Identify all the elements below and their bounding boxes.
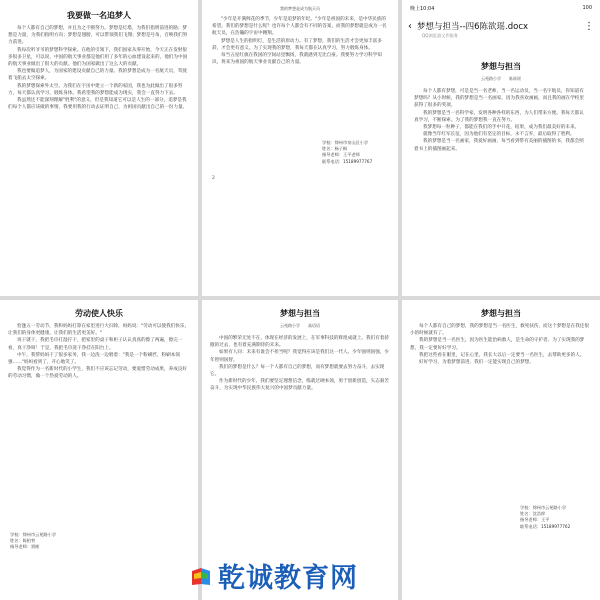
- paragraph: 我每次听爷爷的梦想科学探索。在他的引领下，我们国家从零开始，今天正在发射很多很多卫星，可以说，中国的航天事业都是他们用了多年的心血建设起来的，他们为中国的航天事业做出了很大的贡献。他们为国家做出了这么大的贡献。: [8, 47, 188, 68]
- school-line: 学校：徐州市云苑路小学: [520, 505, 567, 510]
- paragraph: 就像当年红军长征，因为他们有坚定的目标，永不言弃，最后取得了胜利。: [423, 132, 575, 138]
- paragraph: 每个人都有梦想，可是是当一名老师，当一名运动员，当一名宇航员，你知道有梦想吗？从小时候，我的梦想是当一名画家，因为我喜欢画画，而且我的画在学校里获得了很多的奖项。: [414, 89, 584, 109]
- mobile-doc-viewer: [402, 0, 600, 296]
- paragraph: 我把这些看在眼里，记在心里，我长大以后一定要当一名医生，去帮助更多的人。: [419, 352, 585, 358]
- page-title: 劳动使人快乐: [75, 309, 123, 318]
- status-bar: [402, 0, 600, 16]
- paragraph: 如果有人问：未来有谁会不担当呢？我觉得应该是我们这一代人。少年强则国强，少年智则国智。: [210, 350, 389, 363]
- document-body: [402, 39, 600, 153]
- signature-block: [322, 140, 372, 165]
- teacher-line: 指导老师：王平: [520, 517, 550, 523]
- document-page-1: [0, 0, 198, 296]
- paragraph: 中午，我帮妈妈干了很多家务，我一边洗一边唱着："我是一个粉刷匠，粉刷本领强……"妈妈看到了，开心地笑了。: [8, 352, 180, 366]
- page-header: 我的梦想是成为航天员: [280, 6, 320, 11]
- paragraph: 我觉得作为一名新时代的小学生，我们不应该忘记劳动，要爱惜劳动成果，养成良好的劳动习惯，做一个热爱劳动的人。: [8, 367, 187, 380]
- signature-block: [520, 505, 570, 530]
- paragraph: 我的梦想是当一名医生，因为医生能治病救人，是生命的守护者。为了实现我的梦想，我一定要好好学习。: [410, 338, 585, 351]
- paragraph: 我的梦想探索外太空。为我们在宇宙中建立一个新的家园，我也为此做出了很多努力，每天都认真学习，锻炼身体。我希望我的梦想能成为现实，我会一直努力下去。: [8, 83, 183, 96]
- paragraph: 好好学习，为着梦想前进，我们一定能实现自己的梦想。: [419, 360, 534, 366]
- paragraph: 中国的繁荣无处不在，体现在经济的发展上，在军事科技的辉煌成就上。我们有着骄傲的过去，也有着充满期待的未来。: [210, 336, 389, 349]
- paragraph: 我们的梦想是什么？每一个人都有自己的梦想，而有梦想就要去努力奋斗，去实现它。: [210, 364, 385, 378]
- document-title: 梦想与担当--四6陈欲瑶.docx: [417, 22, 529, 32]
- teacher-line: 指导老师：王平老师: [322, 152, 360, 158]
- paragraph: 说干就干，我把毛巾打湿拧干，把家里的桌子和柜子认认真真的擦了两遍，擦完一看，真干净呀！于是，我把毛巾洗干净挂在阳台上。: [8, 338, 183, 351]
- paragraph: 作为新时代的少年，我们要坚定理想信念，练就过硬本领，勇于创新创造，矢志艰苦奋斗，为实现中华民族伟大复兴的中国梦贡献力量。: [210, 379, 389, 392]
- phone-line: 联系电话：15189977762: [520, 523, 571, 529]
- paragraph: 我也要做追梦人，为国家的建设贡献自己的力量。我的梦想是成为一名航天员，驾驶着飞船去太空探索。: [8, 69, 187, 82]
- more-icon[interactable]: ⋮: [584, 20, 594, 32]
- paragraph: 我虽然还不能深刻理解"胜利"的意义，但是我知道它可以是人生的一部分，追梦是我们每个人都应该做的事情，我要用我的行动去证明自己，为祖国贡献出自己的一份力量。: [8, 98, 188, 111]
- teacher-line: 指导老师：贾彬: [10, 544, 40, 550]
- signature-block: [10, 532, 56, 551]
- name-line: 姓名：杨子枫: [322, 146, 348, 152]
- watermark: [190, 556, 358, 595]
- watermark-text: 乾诚教育网: [218, 563, 358, 594]
- book-logo-icon: [190, 565, 212, 587]
- paragraph: 梦想是人生的指明灯，是生活的原动力。有了梦想，我们的生活才会更加丰富多彩，才会更有意义。为了实现我的梦想，我每天都在认真学习，努力锻炼身体。: [212, 38, 382, 51]
- page-number: 2: [212, 176, 215, 181]
- paragraph: "少年是开满鲜花的季节，少年是追梦的年纪。"少年是祖国的未来，是中华民族的希望。我们的梦想是什么呢？也许每个人都会有不同的答案，而我的梦想就是成为一名航天员，在浩瀚的宇宙中翱翔。: [212, 17, 387, 37]
- name-line: 姓名：陈柏宥: [10, 538, 36, 544]
- document-page-6: [402, 300, 600, 600]
- page-title: 梦想与担当: [280, 309, 320, 318]
- document-page-4: [0, 300, 198, 600]
- document-source: QQ浏览器文件服务: [422, 33, 458, 38]
- paragraph: 每当五星红旗在我国的空间站里飘扬，我就感到无比自豪。我要努力学习科学知识，将来为祖国的航天事业贡献自己的力量。: [212, 53, 382, 66]
- byline: 云苑路小学 陈欲瑶: [481, 76, 521, 81]
- document-page-5: [202, 300, 398, 600]
- paragraph: 每个人都有自己的梦想，并且为之不断努力。梦想是灯塔，为我们指明前进的路；梦想是力量，为我们指明方向；梦想是翅膀，可以带领我们飞翔；梦想是号角，召唤我们努力前进。: [8, 26, 188, 46]
- paragraph: 恰逢五一劳动节，我和妈妈打算在家里进行大扫除，妈妈说："劳动可以使我们快乐，让我们的身体更健康，让我们的生活更美好。": [8, 324, 190, 337]
- page-title: 我要做一名追梦人: [67, 11, 131, 20]
- battery-indicator: 100: [582, 5, 592, 11]
- paragraph: 我的梦想是当一名科学家，发明各种各样的东西，为人们带来方便。我每天都认真学习，不断探索。为了我的梦想我一直在努力。: [414, 110, 584, 123]
- school-line: 学校：徐州市泉山区小学: [322, 140, 369, 145]
- paragraph: 我梦想每一粒种子，都能在我们的手中开花，结果，成为我们最美好的未来。: [423, 125, 580, 131]
- paragraph: 每个人都有自己的梦想，我的梦想是当一名医生，救死扶伤，而这个梦想是在我还很小的时候就有了。: [410, 324, 589, 337]
- doc-heading: 梦想与担当: [481, 62, 521, 71]
- document-page-2: [202, 0, 398, 296]
- page-title: 梦想与担当: [481, 309, 521, 318]
- back-arrow-icon[interactable]: ‹: [408, 20, 412, 32]
- phone-line: 联系电话：15189977767: [322, 158, 373, 164]
- status-time: 晚上10:04: [410, 5, 435, 12]
- paragraph: 我的梦想是当一名画家，我爱好画画，每当看到带有美丽的插图的书，我都会照着书上的插图画起来。: [414, 139, 584, 152]
- name-line: 姓名：沈浩梓: [520, 511, 546, 517]
- byline: 云苑路小学 高语语: [280, 323, 320, 328]
- school-line: 学校：徐州市云苑路小学: [10, 532, 57, 537]
